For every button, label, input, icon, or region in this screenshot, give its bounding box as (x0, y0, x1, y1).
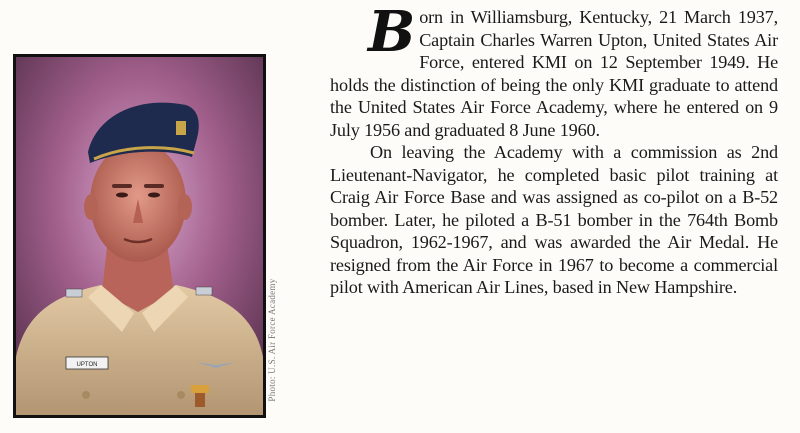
portrait-image (16, 57, 263, 415)
article-body (330, 0, 778, 299)
drop-cap: B (368, 0, 416, 65)
nameplate-text: UPTON (76, 362, 98, 368)
paragraph-2: On leaving the Academy with a commission as 2nd Lieutenant-Navigator, he completed basic pilot training at Craig Air Force Base and was assigned as co-pilot on a B-52 bomber. Later, he piloted a B-51 bomber in the 764th Bomb Squadron, 1962-1967, and was awarded the Air Medal. He resigned from the Air Force in 1967 to become a commercial pilot with American Air Lines, based in New Hampshire. (330, 142, 778, 297)
paragraph-1 (330, 0, 778, 141)
portrait-photo (13, 54, 266, 418)
photo-credit: Photo: U.S. Air Force Academy (267, 278, 277, 402)
paragraph-1-text: orn in Williamsburg, Kentucky, 21 March 1937, Captain Charles Warren Upton, United States Air Force, entered KMI on 12 September 1949. He holds the distinction of being the only KMI graduate to attend the United States Air Force Academy, where he entered on 9 July 1956 and graduated 8 June 1960. (330, 7, 778, 140)
